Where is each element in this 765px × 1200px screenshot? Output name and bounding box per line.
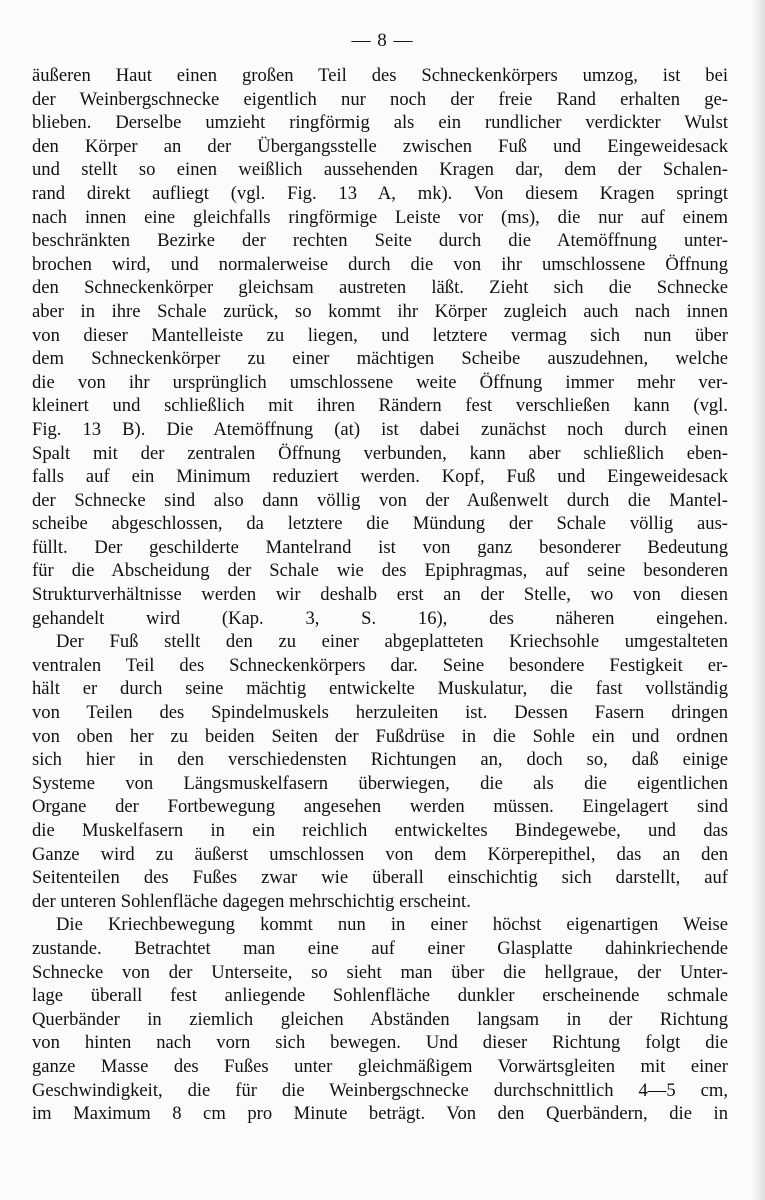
text-line: ganze Masse des Fußes unter gleichmäßigem Vorwärtsgleiten mit einer	[32, 1055, 728, 1077]
text-line: scheibe abgeschlossen, da letztere die Mündung der Schale völlig aus-	[32, 513, 728, 535]
text-line: Der Fuß stellt den zu einer abgeplatteten Kriechsohle umgestalteten	[56, 631, 728, 653]
text-line: Fig. 13 B). Die Atemöffnung (at) ist dabei zunächst noch durch einen	[32, 418, 728, 440]
text-line: dem Schneckenkörper zu einer mächtigen Scheibe auszudehnen, welche	[32, 348, 728, 370]
paragraph-fuss	[32, 630, 728, 913]
text-line: kleinert und schließlich mit ihren Rändern fest verschließen kann (vgl.	[32, 395, 728, 417]
text-line: hält er durch seine mächtig entwickelte Muskulatur, die fast vollständig	[32, 678, 728, 700]
text-line: Geschwindigkeit, die für die Weinbergschnecke durchschnittlich 4—5 cm,	[32, 1079, 728, 1101]
text-line: aber in ihre Schale zurück, so kommt ihr Körper zugleich auch nach innen	[32, 300, 728, 322]
text-line: die Muskelfasern in ein reichlich entwickeltes Bindegewebe, und das	[32, 820, 728, 841]
text-line: Systeme von Längsmuskelfasern überwiegen, die als die eigentlichen	[32, 772, 728, 794]
text-line: von Teilen des Spindelmuskels herzuleiten ist. Dessen Fasern dringen	[32, 702, 728, 724]
text-line: beschränkten Bezirke der rechten Seite durch die Atemöffnung unter-	[32, 230, 728, 252]
text-line: der unteren Sohlenfläche dagegen mehrschichtig erscheint.	[32, 890, 471, 912]
page-number: — 8 —	[351, 30, 414, 51]
text-line: für die Abscheidung der Schale wie des Epiphragmas, auf seine besonderen	[32, 560, 728, 582]
text-line: lage überall fest anliegende Sohlenfläche dunkler erscheinende schmale	[32, 985, 728, 1007]
text-line: Spalt mit der zentralen Öffnung verbunden, kann aber schließlich eben-	[32, 442, 728, 464]
text-line: brochen wird, und normalerweise durch die von ihr umschlossene Öffnung	[32, 253, 728, 275]
paragraph-kriechbewegung	[32, 913, 728, 1125]
text-line: den Körper an der Übergangsstelle zwischen Fuß und Eingeweidesack	[32, 135, 728, 157]
text-line: von hinten nach vorn sich bewegen. Und dieser Richtung folgt die	[32, 1032, 728, 1054]
text-line: der Schnecke sind also dann völlig von der Außenwelt durch die Mantel-	[32, 489, 728, 511]
text-line: gehandelt wird (Kap. 3, S. 16), des näheren eingehen.	[32, 607, 728, 629]
text-line: der Weinbergschnecke eigentlich nur noch der freie Rand erhalten ge-	[32, 88, 728, 110]
body-text	[32, 64, 728, 1126]
text-line: Organe der Fortbewegung angesehen werden müssen. Eingelagert sind	[32, 796, 728, 818]
text-line: zustande. Betrachtet man eine auf einer Glasplatte dahinkriechende	[32, 937, 728, 959]
text-line: blieben. Derselbe umzieht ringförmig als ein rundlicher verdickter Wulst	[32, 112, 728, 134]
text-line: Schnecke von der Unterseite, so sieht man über die hellgraue, der Unter-	[32, 961, 728, 983]
text-line: Strukturverhältnisse werden wir deshalb erst an der Stelle, wo von diesen	[32, 584, 728, 606]
text-line: rand direkt aufliegt (vgl. Fig. 13 A, mk). Von diesem Kragen springt	[32, 182, 728, 204]
text-line: äußeren Haut einen großen Teil des Schneckenkörpers umzog, ist bei	[32, 65, 728, 86]
page-edge-shadow	[751, 0, 765, 1200]
text-line: von dieser Mantelleiste zu liegen, und letztere vermag sich nun über	[32, 324, 728, 346]
text-line: füllt. Der geschilderte Mantelrand ist von ganz besonderer Bedeutung	[32, 536, 728, 558]
text-line: nach innen eine gleichfalls ringförmige Leiste vor (ms), die nur auf einem	[32, 206, 728, 228]
text-line: die von ihr ursprünglich umschlossene weite Öffnung immer mehr ver-	[32, 371, 728, 393]
text-line: Querbänder in ziemlich gleichen Abständen langsam in der Richtung	[32, 1008, 728, 1030]
text-line: und stellt so einen weißlich aussehenden Kragen dar, dem der Schalen-	[32, 159, 728, 181]
text-line: von oben her zu beiden Seiten der Fußdrüse in die Sohle ein und ordnen	[32, 725, 728, 747]
text-line: den Schneckenkörper gleichsam austreten läßt. Zieht sich die Schnecke	[32, 277, 728, 299]
text-line: ventralen Teil des Schneckenkörpers dar. Seine besondere Festigkeit er-	[32, 654, 728, 676]
text-line: Seitenteilen des Fußes zwar wie überall einschichtig sich darstellt, auf	[32, 867, 728, 889]
text-line: falls auf ein Minimum reduziert werden. Kopf, Fuß und Eingeweidesack	[32, 466, 728, 488]
text-line: im Maximum 8 cm pro Minute beträgt. Von den Querbändern, die in	[32, 1103, 728, 1125]
paragraph-mantelrand	[32, 64, 728, 630]
text-line: Die Kriechbewegung kommt nun in einer höchst eigenartigen Weise	[56, 914, 728, 936]
text-line: sich hier in den verschiedensten Richtungen an, doch so, daß einige	[32, 749, 728, 771]
text-line: Ganze wird zu äußerst umschlossen von dem Körperepithel, das an den	[32, 843, 728, 865]
